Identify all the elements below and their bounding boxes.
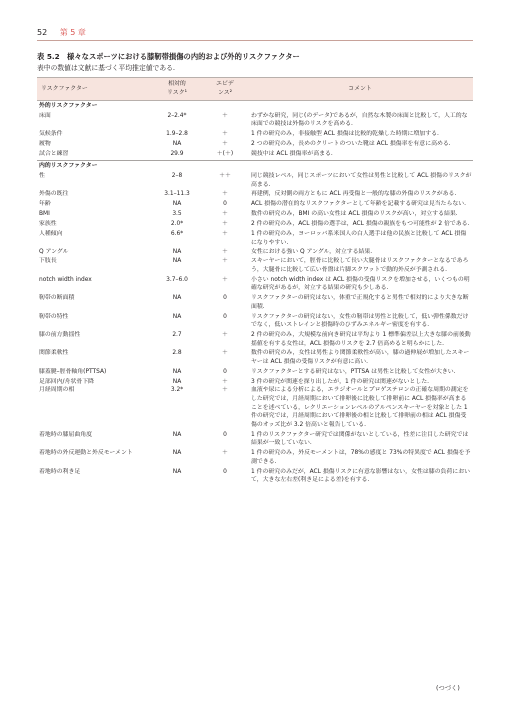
row-comment: 1 件の研究のみ，非接触型 ACL 損傷は比較的乾燥した時期に増加する. <box>251 131 439 138</box>
row-evidence: ＋＋ <box>219 172 231 179</box>
row-relative-risk: 3.1–11.3 <box>164 191 190 198</box>
row-relative-risk: NA <box>172 468 182 475</box>
row-comment: 数件の研究のみ，女性は男性より関節柔軟性が高い，膝の過伸展が増加したスキーヤーは ACL 損傷の受傷リスクが有意に高い. <box>251 350 470 366</box>
table-row <box>37 378 473 431</box>
row-factor: notch width index <box>39 276 92 283</box>
row-factor: 足部回内/舟状骨下降 月経周期の相 <box>39 378 95 394</box>
section-title: 外的リスクファクター <box>39 103 98 109</box>
row-comment: ACL 損傷の潜在的なリスクファクターとして年齢を記載する研究は見当たらない. <box>251 201 466 208</box>
row-factor: 気候条件 <box>39 131 63 138</box>
risk-factor-table-container <box>37 77 473 486</box>
page-number: 52 <box>37 28 48 37</box>
row-comment: リスクファクターとする研究はない，PTTSA は男性と比較して女性が大きい. <box>251 368 456 375</box>
row-factor: 試合と練習 <box>39 151 69 158</box>
row-factor: 着地時の膝屈曲角度 <box>39 431 93 438</box>
table-row <box>37 112 473 130</box>
header-divider <box>37 40 473 41</box>
row-evidence: 0 <box>223 313 227 320</box>
section-row <box>37 161 473 172</box>
row-factor: Q アングル 下肢長 <box>39 249 69 265</box>
row-factor: BMI <box>39 211 50 218</box>
section-row <box>37 101 473 112</box>
row-relative-risk: 3.7–6.0 <box>166 276 188 283</box>
row-relative-risk: 2–8 <box>171 172 183 179</box>
table-row <box>37 230 473 248</box>
row-evidence: 0 <box>223 431 227 438</box>
row-factor: 年齢 <box>39 201 51 208</box>
row-factor: 外傷の既往 <box>39 191 69 198</box>
row-comment: 1 件のリスクファクター研究では関係がないとしている，性差に注目した研究では結果が一致していない. <box>251 431 469 447</box>
page-header <box>37 27 86 38</box>
row-evidence: ＋ <box>222 276 228 283</box>
row-relative-risk: NA <box>172 141 182 148</box>
row-evidence: ＋ <box>222 131 228 138</box>
row-evidence: ＋ <box>222 191 228 198</box>
table-row <box>37 140 473 150</box>
row-comment: 1 件の研究のみ，ヨーロッパ系米国人の白人選手は他の民族と比較して ACL 損傷になりやすい. <box>251 230 467 246</box>
table-row <box>37 294 473 312</box>
row-factor: 家族性 <box>39 221 57 228</box>
row-comment: 2 件の研究のみ，ACL 損傷の選手は，ACL 損傷の親族をもつ可能性が 2 倍である. <box>251 221 470 228</box>
table-row <box>37 449 473 467</box>
row-comment: 女性における強い Q アングル，対立する結果. スキーヤーにおいて，脛骨に比較して長い大腿骨はリスクファクターとなるであろう，大腿骨に比較して広い骨盤は片脚スクワットで動的外反が予測される. <box>251 249 469 273</box>
table-row <box>37 150 473 160</box>
section-title: 内的リスクファクター <box>37 161 473 172</box>
row-relative-risk: NA <box>172 431 182 438</box>
row-factor: 膝の前方動揺性 <box>39 332 81 338</box>
row-relative-risk: 1.9–2.8 <box>166 131 188 138</box>
row-relative-risk: NA NA <box>172 249 182 265</box>
row-comment: 2 つの研究のみ，長めのクリートのついた靴は ACL 損傷率を有意に高める. <box>251 141 451 148</box>
row-comment: 3 件の研究が関連を探り出したが，1 件の研究は関連がないとした. 血液や尿による分析による，エラジオールとプロゲステロンの正確な周期の測定をした研究では，月経周期において排卵後に比較して排卵前に ACL 損傷率が高まることを述べている，レクリエーションレベルのアルペンスキーヤーを対象とした 1 件の研究では，月経周期において排卵後の相と比較して排卵前の相は ACL 損傷受傷のオッズ比が 3.2 倍高いと報告している. <box>251 378 469 428</box>
row-factor: 人種傾向 <box>39 230 63 237</box>
header-comment: コメント <box>247 78 473 101</box>
row-evidence: ＋ <box>222 211 228 218</box>
row-comment: リスクファクターの研究はない，女性の靭帯は男性と比較して，低い弾性係数だけでなく，低いストレインと損傷時のひずみエネルギー密度を有する. <box>251 313 469 329</box>
row-relative-risk: 2–2.4* <box>167 112 187 119</box>
table-row <box>37 210 473 220</box>
row-factor: 膝蓋腱–脛骨軸角(PTTSA) <box>39 368 107 375</box>
table-row <box>37 468 473 486</box>
table-caption: 表 5.2 様々なスポーツにおける膝靭帯損傷の内的および外的リスクファクター <box>37 52 300 61</box>
row-relative-risk: 6.6* <box>170 230 184 237</box>
row-evidence: ＋ ＋ <box>222 249 228 265</box>
row-factor: 着地時の外反運動と外反モーメント <box>39 450 133 457</box>
row-relative-risk: NA <box>172 201 182 208</box>
row-evidence: ＋ <box>222 221 228 228</box>
table-row <box>37 276 473 294</box>
row-evidence: ＋(＋) <box>216 151 234 158</box>
row-comment: 小さい notch width index は ACL 損傷の受傷リスクを増加させる，いくつもの明確な研究があるが，対立する結果の研究も少しある. <box>251 276 470 292</box>
row-factor: 性 <box>39 172 45 179</box>
row-evidence: ＋ <box>222 230 228 237</box>
row-evidence: ＋ <box>222 332 228 338</box>
row-comment: 1 件の研究のみだが，ACL 損傷リスクに有意な影響はない，女性は膝の負荷において，大きな左右差(利き足による差)を有する. <box>251 468 470 484</box>
row-comment: わずかな研究，同じ(のデータ)であるが，自然な木製の床面と比較して，人工的な床面での競技は外傷のリスクを高める. <box>251 112 468 128</box>
table-row <box>37 349 473 367</box>
row-evidence: ＋ <box>222 350 228 357</box>
row-relative-risk: 2.8 <box>172 350 182 357</box>
row-evidence: ＋ ＋ <box>222 378 228 394</box>
row-factor: 床面 <box>39 112 51 119</box>
table-header <box>37 78 473 101</box>
table-row <box>37 313 473 331</box>
row-relative-risk: 29.9 <box>170 151 184 158</box>
table-row <box>37 368 473 378</box>
row-relative-risk: 2.0* <box>170 221 184 228</box>
row-comment: リスクファクターの研究はない，体重で正規化すると男性で相対的により大きな断面積. <box>251 295 469 310</box>
row-factor: 靭帯の断面積 <box>39 295 75 302</box>
row-evidence: 0 <box>223 468 227 475</box>
row-comment: 同じ競技レベル，同じスポーツにおいて女性は男性と比較して ACL 損傷のリスクが高まる. <box>251 172 472 188</box>
header-evidence: エビデ ンス² <box>203 78 247 101</box>
row-comment: 2 件の研究のみ，大規模な前向き研究は平均より 1 標準偏差以上大きな膝の前後動揺値を有する女性は，ACL 損傷のリスクを 2.7 倍高めると明らかにした. <box>251 332 471 347</box>
row-comment: 再建例，反対側の両方ともに ACL 再受傷と一般的な膝の外傷のリスクがある. <box>251 191 457 198</box>
row-factor: 靭帯の特性 <box>39 313 69 320</box>
table-row <box>37 331 473 349</box>
row-comment: 数件の研究のみ，BMI の高い女性は ACL 損傷のリスクが高い，対立する結果. <box>251 211 458 218</box>
row-relative-risk: 2.7 <box>172 332 182 338</box>
row-relative-risk: NA <box>172 295 182 302</box>
table-row <box>37 220 473 230</box>
row-factor: 履物 <box>39 141 51 148</box>
table-body <box>37 101 473 487</box>
table-row <box>37 190 473 200</box>
row-relative-risk: 3.5 <box>172 211 182 218</box>
table-row <box>37 248 473 275</box>
row-relative-risk: NA <box>172 368 182 375</box>
continued-label: (つづく) <box>436 685 460 692</box>
table-note: 表中の数値は文献に基づく平均推定値である. <box>37 64 176 72</box>
risk-factor-table <box>37 77 473 486</box>
row-comment: 競技中は ACL 損傷率が高まる. <box>251 151 333 158</box>
header-relative-risk: 相対的 リスク¹ <box>151 78 203 101</box>
row-relative-risk: NA <box>172 313 182 320</box>
table-row <box>37 431 473 449</box>
header-factor: リスクファクター <box>37 78 151 101</box>
row-evidence: 0 <box>223 368 227 375</box>
chapter-label: 第 5 章 <box>59 28 86 37</box>
row-evidence: ＋ <box>222 112 228 119</box>
row-evidence: 0 <box>223 295 227 302</box>
row-evidence: ＋ <box>222 141 228 148</box>
row-relative-risk: NA <box>172 450 182 457</box>
row-evidence: 0 <box>223 201 227 208</box>
table-row <box>37 200 473 210</box>
row-relative-risk: NA 3.2* <box>170 378 184 394</box>
row-comment: 1 件の研究のみ，外反モーメントは，78%の感度と 73%の特異度で ACL 損傷を予測できる. <box>251 450 471 465</box>
row-factor: 着地時の利き足 <box>39 468 81 475</box>
table-row <box>37 130 473 140</box>
row-factor: 関節柔軟性 <box>39 350 69 357</box>
table-row <box>37 172 473 190</box>
row-evidence: ＋ <box>222 450 228 457</box>
